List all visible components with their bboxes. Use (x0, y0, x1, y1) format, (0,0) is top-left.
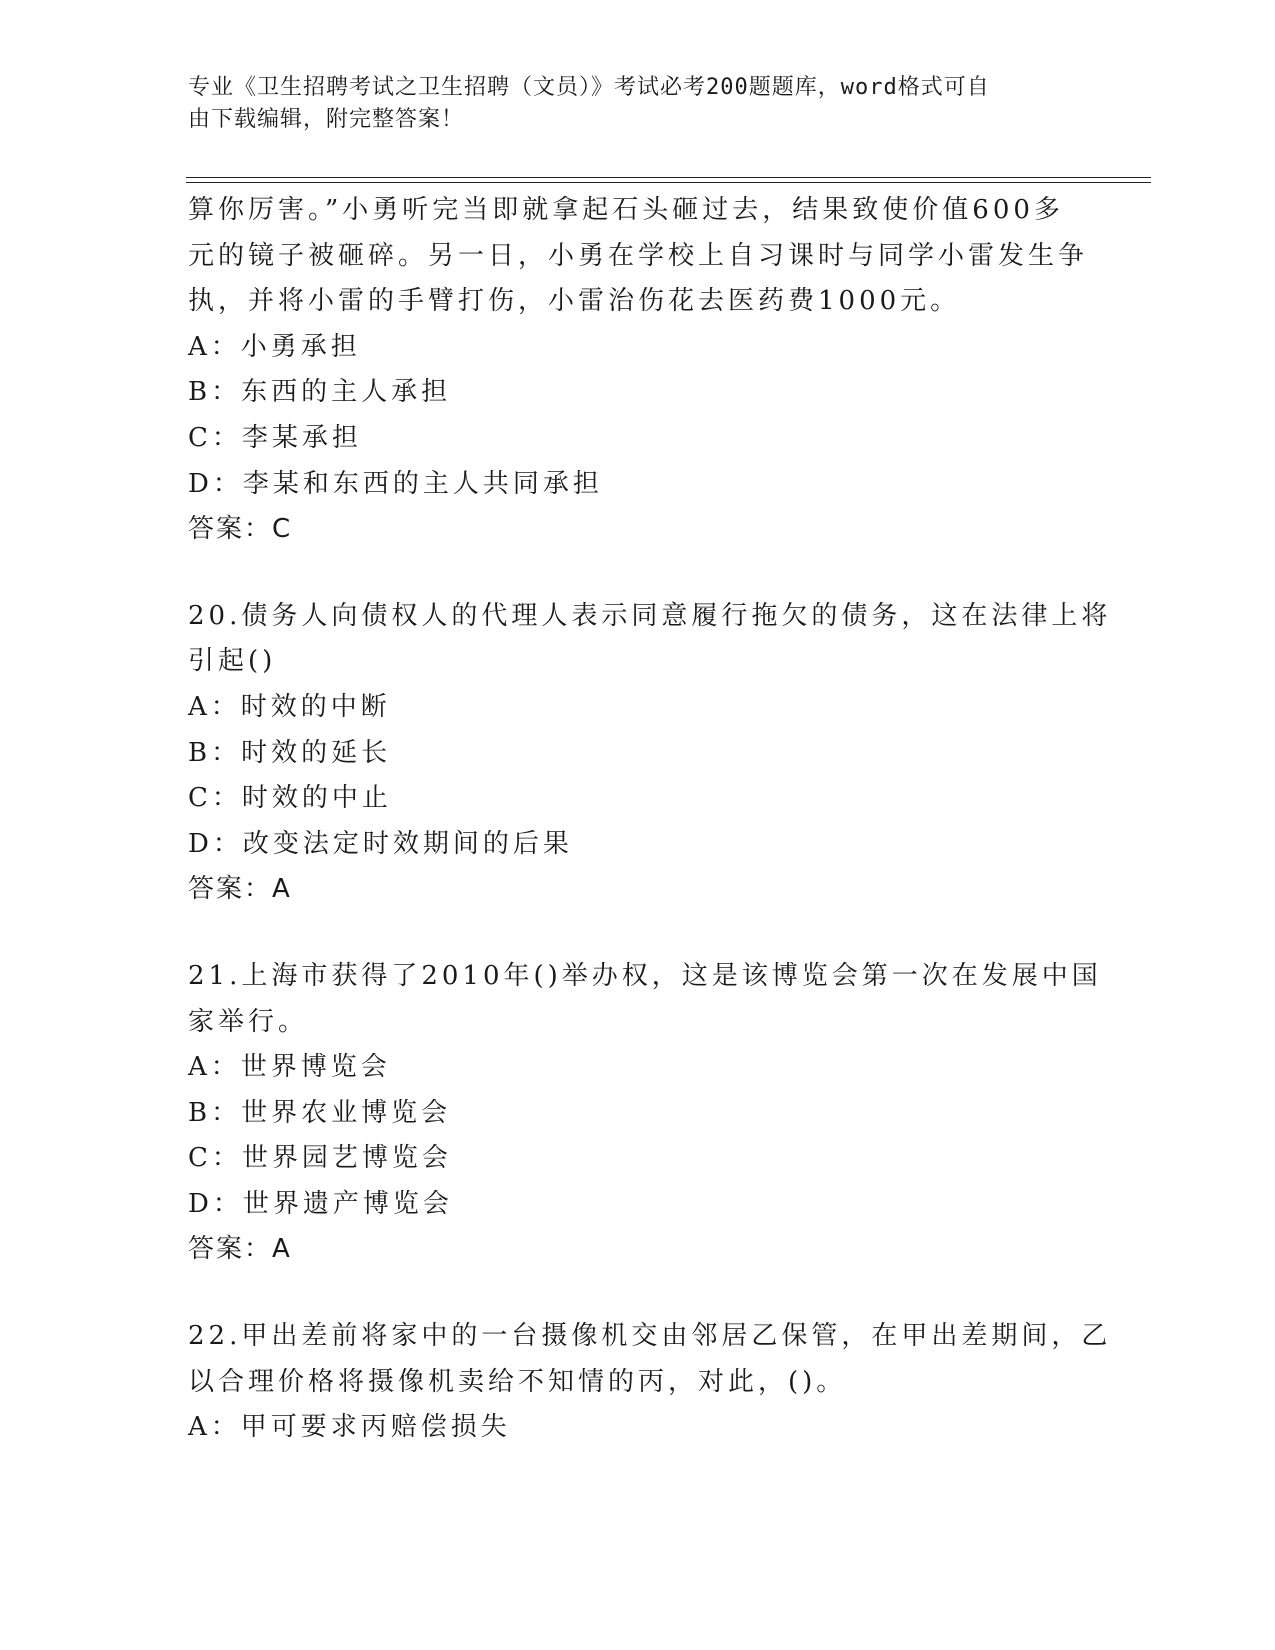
option-d: D：世界遗产博览会 (188, 1188, 453, 1219)
question-text-line: 引起() (188, 646, 277, 677)
answer-line: 答案：A (188, 874, 292, 905)
question-text-line: 21.上海市获得了2010年()举办权，这是该博览会第一次在发展中国 (188, 960, 1102, 991)
option-a: A：甲可要求丙赔偿损失 (188, 1412, 511, 1443)
question-21 (188, 954, 1102, 1273)
option-a: A：小勇承担 (188, 331, 361, 362)
option-b: B：世界农业博览会 (188, 1097, 452, 1128)
header-line-1: 专业《卫生招聘考试之卫生招聘（文员）》考试必考200题题库，word格式可自 (188, 75, 990, 100)
question-text-line: 以合理价格将摄像机卖给不知情的丙，对此，()。 (188, 1366, 847, 1397)
question-text-line: 22.甲出差前将家中的一台摄像机交由邻居乙保管，在甲出差期间，乙 (188, 1321, 1112, 1352)
header-divider-top (186, 177, 1151, 178)
header-divider-bottom (186, 182, 1151, 183)
header-line-2: 由下载编辑，附完整答案！ (188, 107, 465, 132)
option-b: B：时效的延长 (188, 737, 392, 768)
question-22 (188, 1314, 1112, 1451)
option-d: D：李某和东西的主人共同承担 (188, 468, 603, 499)
document-body (188, 188, 1112, 1451)
option-b: B：东西的主人承担 (188, 377, 452, 408)
option-c: C：世界园艺博览会 (188, 1143, 452, 1174)
question-text-line: 家举行。 (188, 1006, 309, 1037)
spacer (188, 553, 1078, 594)
option-c: C：时效的中止 (188, 783, 392, 814)
answer-line: 答案：A (188, 1234, 292, 1265)
option-c: C：李某承担 (188, 422, 362, 453)
question-text-line: 算你厉害。”小勇听完当即就拿起石头砸过去，结果致使价值600多 (188, 195, 1064, 225)
spacer (188, 1273, 1078, 1314)
document-header (188, 72, 1068, 136)
answer-line: 答案：C (188, 514, 293, 545)
question-text-line: 20.债务人向债权人的代理人表示同意履行拖欠的债务，这在法律上将 (188, 600, 1112, 631)
option-d: D：改变法定时效期间的后果 (188, 828, 573, 859)
spacer (188, 913, 1078, 954)
question-continuation (188, 188, 1089, 553)
option-a: A：世界博览会 (188, 1052, 391, 1083)
question-text-line: 元的镜子被砸碎。另一日，小勇在学校上自习课时与同学小雷发生争 (188, 240, 1089, 271)
question-20 (188, 594, 1112, 913)
option-a: A：时效的中断 (188, 691, 391, 722)
question-text-line: 执，并将小雷的手臂打伤，小雷治伤花去医药费1000元。 (188, 286, 961, 317)
